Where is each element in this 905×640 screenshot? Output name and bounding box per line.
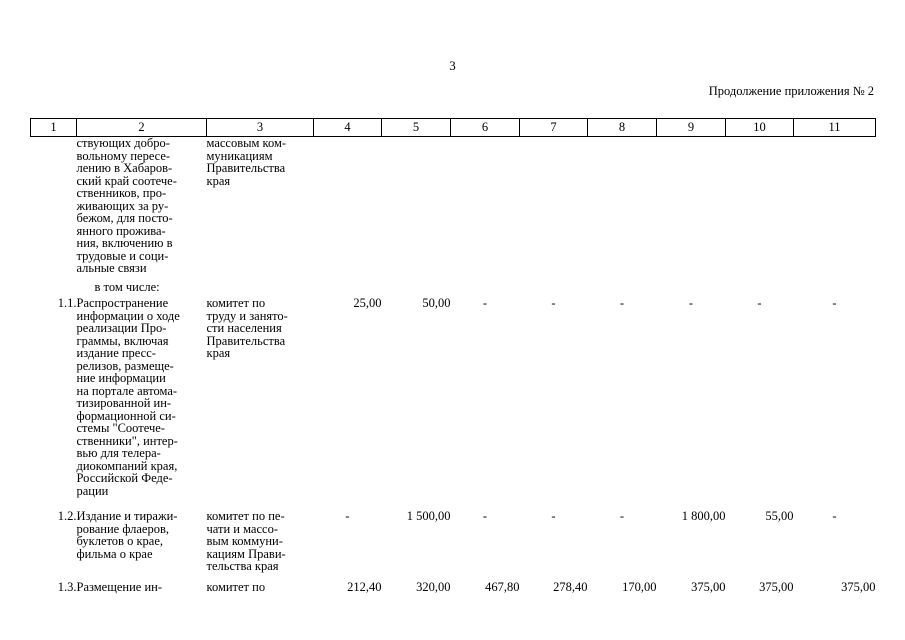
measure-name: ствующих добро- вольному пересе- лению в Хабаров- ский край соотече- ственников, про- живающих за ру- бежом, для посто- янного прожива- ния, включению в трудовые и соци- альные связи xyxy=(76,136,177,275)
measure-name: Издание и тиражи- рование флаеров, буклетов о крае, фильма о крае xyxy=(76,509,178,561)
column-header: 11 xyxy=(794,119,876,137)
value-cell: 278,40 xyxy=(553,580,588,594)
value-cell: 1 800,00 xyxy=(681,509,726,523)
value-cell: - xyxy=(551,509,556,523)
column-header: 4 xyxy=(314,119,382,137)
table-row xyxy=(31,297,876,510)
column-header: 5 xyxy=(382,119,451,137)
measure-name: Распространение информации о ходе реализации Про- граммы, включая издание пресс- релизов, размеще- ние информации на портале автома- тизированной ин- формационной си- стемы "Соотече- ственники", интер- вью для телера- диокомпаний края, Российской Феде- рации xyxy=(76,296,180,498)
value-cell: - xyxy=(832,509,837,523)
row-number: 1.3. xyxy=(57,580,77,594)
value-cell: - xyxy=(619,509,625,523)
column-header: 2 xyxy=(77,119,207,137)
continuation-label: Продолжение приложения № 2 xyxy=(708,84,874,98)
value-cell: - xyxy=(345,509,350,523)
table-row xyxy=(31,275,876,298)
value-cell: - xyxy=(757,296,762,310)
column-header: 7 xyxy=(520,119,588,137)
value-cell: 170,00 xyxy=(622,580,657,594)
column-header: 8 xyxy=(588,119,657,137)
value-cell: - xyxy=(482,509,488,523)
executor: комитет по xyxy=(206,580,266,594)
value-cell: 25,00 xyxy=(353,296,382,310)
table-row xyxy=(31,581,876,594)
executor: массовым ком- муникациям Правительства края xyxy=(206,136,287,188)
column-number-row xyxy=(31,119,876,137)
page-number: 3 xyxy=(449,58,456,73)
program-table xyxy=(30,118,876,594)
table-row xyxy=(31,137,876,275)
row-number: 1.1. xyxy=(57,296,77,310)
column-header: 3 xyxy=(207,119,314,137)
value-cell: - xyxy=(619,296,625,310)
executor: комитет по пе- чати и массо- вым коммуни- кациям Прави- тельства края xyxy=(206,509,286,573)
table-row xyxy=(31,510,876,581)
value-cell: 212,40 xyxy=(347,580,382,594)
value-cell: 55,00 xyxy=(765,509,794,523)
value-cell: - xyxy=(551,296,556,310)
column-header: 9 xyxy=(657,119,726,137)
column-header: 6 xyxy=(451,119,520,137)
subheading: в том числе: xyxy=(94,279,160,294)
row-number: 1.2. xyxy=(57,509,77,523)
value-cell: 467,80 xyxy=(485,580,520,594)
value-cell: - xyxy=(688,296,694,310)
value-cell: 50,00 xyxy=(422,296,451,310)
column-header: 1 xyxy=(31,119,77,137)
value-cell: 375,00 xyxy=(691,580,726,594)
value-cell: 375,00 xyxy=(841,580,876,594)
column-header: 10 xyxy=(726,119,794,137)
value-cell: - xyxy=(482,296,488,310)
measure-name: Размещение ин- xyxy=(76,580,162,594)
value-cell: 320,00 xyxy=(416,580,451,594)
value-cell: 375,00 xyxy=(759,580,794,594)
value-cell: - xyxy=(832,296,837,310)
value-cell: 1 500,00 xyxy=(406,509,451,523)
executor: комитет по труду и занято- сти населения Правительства края xyxy=(206,296,288,360)
